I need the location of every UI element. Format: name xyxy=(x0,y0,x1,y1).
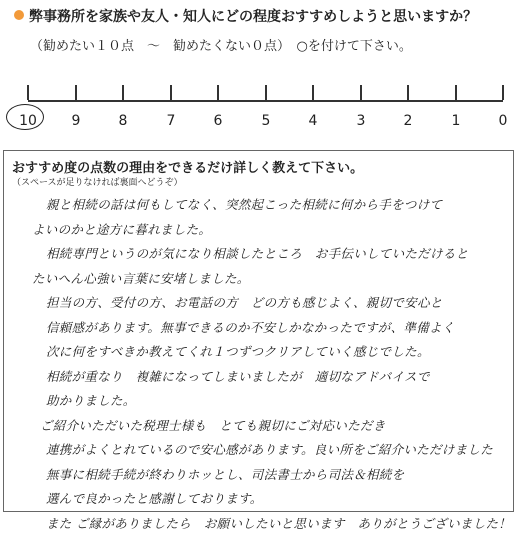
scale-tick xyxy=(170,85,172,100)
scale-tick xyxy=(27,85,29,100)
scale-label-10[interactable]: 10 xyxy=(19,113,37,129)
scale-tick xyxy=(360,85,362,100)
question-instruction: （勧めたい１０点 ～ 勧めたくない０点） ○を付けて下さい。 xyxy=(30,35,412,54)
answer-line: 選んで良かったと感謝しております。 xyxy=(46,487,508,512)
scale-label-0[interactable]: 0 xyxy=(499,113,508,129)
answer-line: 無事に相続手続が終わりホッとし、司法書士から司法＆相続を xyxy=(46,463,508,488)
scale-tick xyxy=(265,85,267,100)
question-title xyxy=(14,6,477,26)
answer-line: 信頼感があります。無事できるのか不安しかなかったですが、準備よく xyxy=(46,316,508,341)
answer-line: たいへん心強い言葉に安堵しました。 xyxy=(32,267,508,292)
scale-label-5[interactable]: 5 xyxy=(262,113,271,129)
scale-tick xyxy=(455,85,457,100)
answer-subtitle: （スペースが足りなければ裏面へどうぞ） xyxy=(12,175,183,188)
answer-line: 助かりました。 xyxy=(46,389,508,414)
answer-box xyxy=(3,150,514,512)
selected-score-circle xyxy=(6,104,44,130)
answer-line: 相続が重なり 複雑になってしまいましたが 適切なアドバイスで xyxy=(46,365,508,390)
handwritten-answer xyxy=(32,193,508,536)
scale-label-6[interactable]: 6 xyxy=(214,113,223,129)
answer-line: 相続専門というのが気になり相談したところ お手伝いしていただけると xyxy=(46,242,508,267)
scale-tick xyxy=(312,85,314,100)
scale-label-8[interactable]: 8 xyxy=(119,113,128,129)
scale-label-4[interactable]: 4 xyxy=(309,113,318,129)
scale-tick xyxy=(407,85,409,100)
answer-line: 親と相続の話は何もしてなく、突然起こった相続に何から手をつけて xyxy=(46,193,508,218)
scale-line xyxy=(28,100,503,102)
scale-label-7[interactable]: 7 xyxy=(167,113,176,129)
answer-line: よいのかと途方に暮れました。 xyxy=(32,218,508,243)
answer-line: 担当の方、受付の方、お電話の方 どの方も感じよく、親切で安心と xyxy=(46,291,508,316)
scale-tick xyxy=(217,85,219,100)
scale-label-1[interactable]: 1 xyxy=(452,113,461,129)
answer-line: また ご縁がありましたら お願いしたいと思います ありがとうございました！ xyxy=(46,512,508,536)
answer-line: ご紹介いただいた税理士様も とても親切にご対応いただき xyxy=(40,414,508,439)
scale-label-3[interactable]: 3 xyxy=(357,113,366,129)
scale-tick xyxy=(122,85,124,100)
scale-label-9[interactable]: 9 xyxy=(72,113,81,129)
bullet-icon xyxy=(14,10,24,20)
answer-line: 次に何をすべきか教えてくれ１つずつクリアしていく感じでした。 xyxy=(46,340,508,365)
question-title-text: 弊事務所を家族や友人・知人にどの程度おすすめしようと思いますか？ xyxy=(29,9,477,25)
answer-line: 連携がよくとれているので安心感があります。良い所をご紹介いただけました xyxy=(46,438,508,463)
answer-title: おすすめ度の点数の理由をできるだけ詳しく教えて下さい。 xyxy=(12,157,363,176)
scale-tick xyxy=(75,85,77,100)
scale-tick xyxy=(502,85,504,100)
rating-scale xyxy=(0,85,519,135)
scale-label-2[interactable]: 2 xyxy=(404,113,413,129)
